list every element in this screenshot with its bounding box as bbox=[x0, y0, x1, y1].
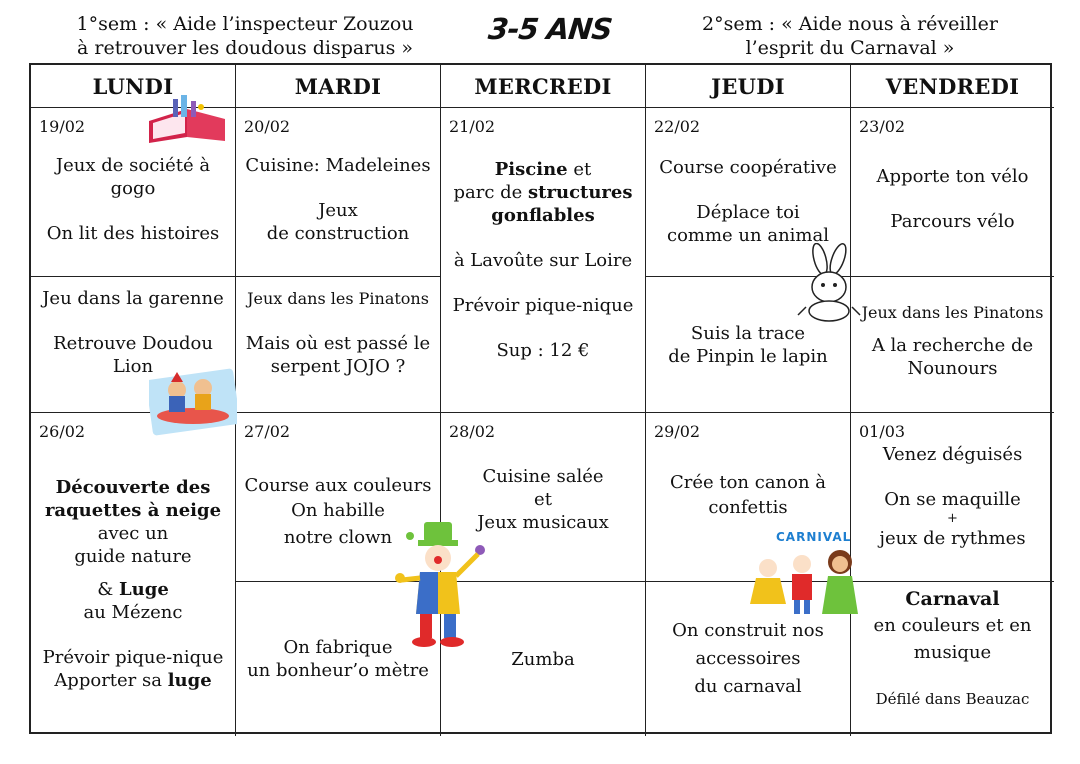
activity-text: avec un bbox=[97, 522, 169, 544]
week1-mardi-pm bbox=[236, 277, 441, 413]
first-week-theme-line1: 1°sem : « Aide l’inspecteur Zouzou bbox=[76, 13, 414, 35]
activity-text: Venez déguisés bbox=[882, 444, 1023, 465]
activity-text: Apporter sa bbox=[54, 669, 168, 691]
activity-text: de Pinpin le lapin bbox=[668, 345, 828, 367]
date-label: 01/03 bbox=[859, 422, 906, 441]
activity-bold: Piscine bbox=[494, 159, 568, 180]
date-label: 29/02 bbox=[654, 422, 701, 441]
activity-text: Cuisine: Madeleines bbox=[245, 154, 431, 176]
week1-mardi-am bbox=[236, 108, 441, 277]
date-label: 26/02 bbox=[39, 422, 86, 441]
activity-text bbox=[97, 578, 169, 601]
activity-text: au Mézenc bbox=[83, 601, 183, 623]
activity-text bbox=[45, 499, 221, 522]
activity-text: Parcours vélo bbox=[890, 211, 1015, 232]
activity-text: Jeux musicaux bbox=[477, 512, 609, 533]
activity-text: On habille bbox=[291, 499, 385, 521]
day-header-mercredi bbox=[441, 65, 646, 108]
activity-text: On lit des histoires bbox=[46, 222, 220, 244]
activity-text bbox=[491, 204, 594, 227]
date-label: 22/02 bbox=[654, 117, 701, 136]
day-label: JEUDI bbox=[711, 73, 785, 99]
activity-bold: Carnaval bbox=[905, 588, 1000, 610]
carnival-label: CARNIVAL bbox=[776, 530, 852, 544]
activity-text: On se maquille bbox=[884, 489, 1021, 510]
day-label: MERCREDI bbox=[474, 73, 612, 99]
activity-text: à Lavoûte sur Loire bbox=[453, 250, 633, 271]
activity-text: On construit nos bbox=[672, 620, 824, 641]
activity-text bbox=[495, 158, 591, 181]
activity-text bbox=[56, 476, 211, 499]
day-label: VENDREDI bbox=[885, 73, 1020, 99]
date-label: 19/02 bbox=[39, 117, 86, 136]
activity-text: Zumba bbox=[511, 648, 575, 670]
activity-text bbox=[453, 181, 632, 204]
activity-text: On fabrique bbox=[283, 637, 393, 658]
activity-text: gogo bbox=[110, 177, 156, 199]
activity-text: notre clown bbox=[283, 526, 393, 548]
day-label: LUNDI bbox=[92, 73, 174, 99]
activity-text: A la recherche de bbox=[871, 335, 1034, 356]
activity-bold: gonflables bbox=[491, 205, 595, 226]
activity-text: Retrouve Doudou bbox=[53, 333, 213, 354]
activity-text: guide nature bbox=[74, 545, 192, 567]
week2-vendredi-pm bbox=[851, 582, 1054, 736]
activity-text: jeux de rythmes bbox=[879, 528, 1026, 549]
activity-text bbox=[54, 669, 211, 692]
activity-bold: structures bbox=[528, 182, 633, 203]
activity-text: Jeux de société à bbox=[55, 154, 211, 176]
week2-lundi bbox=[31, 413, 236, 736]
activity-bold: Découverte des bbox=[55, 476, 211, 498]
date-label: 28/02 bbox=[449, 422, 496, 441]
clown-icon bbox=[390, 518, 494, 650]
activity-bold: luge bbox=[167, 669, 212, 691]
price-text: Sup : 12 € bbox=[496, 340, 590, 361]
activity-text: Apporte ton vélo bbox=[876, 166, 1029, 187]
activity-text: Jeux bbox=[318, 199, 358, 221]
activity-text: un bonheur’o mètre bbox=[247, 660, 429, 681]
date-label: 23/02 bbox=[859, 117, 906, 136]
week2-vendredi-am bbox=[851, 413, 1054, 582]
book-icon bbox=[145, 95, 230, 145]
first-week-theme-line2: à retrouver les doudous disparus » bbox=[77, 37, 413, 59]
second-week-theme bbox=[670, 12, 1030, 60]
activity-text: comme un animal bbox=[667, 225, 829, 246]
activity-text: Mais où est passé le bbox=[245, 333, 431, 354]
activity-text: Prévoir pique-nique bbox=[42, 646, 224, 668]
activity-text: confettis bbox=[708, 497, 788, 518]
date-label: 27/02 bbox=[244, 422, 291, 441]
activity-text: & bbox=[97, 578, 119, 600]
activity-text: Prévoir pique-nique bbox=[452, 295, 634, 316]
age-group-title: 3-5 ANS bbox=[486, 12, 614, 46]
activity-text: Jeux dans les Pinatons bbox=[861, 303, 1044, 322]
activity-text: et bbox=[567, 159, 592, 180]
activity-text: du carnaval bbox=[694, 676, 802, 697]
activity-text: Course aux couleurs bbox=[244, 474, 432, 496]
bunny-icon bbox=[796, 243, 864, 323]
activity-text: et bbox=[534, 489, 552, 510]
activity-text: serpent JOJO ? bbox=[270, 356, 406, 377]
sled-kids-icon bbox=[149, 366, 237, 438]
first-week-theme bbox=[40, 12, 450, 60]
day-header-jeudi bbox=[646, 65, 851, 108]
activity-text: Suis la trace bbox=[690, 322, 806, 344]
activity-text: Déplace toi bbox=[696, 202, 800, 223]
activity-text: musique bbox=[913, 642, 992, 663]
activity-text: parc de bbox=[453, 182, 529, 203]
activity-text: accessoires bbox=[695, 648, 801, 669]
day-header-mardi bbox=[236, 65, 441, 108]
activity-text: en couleurs et en bbox=[873, 615, 1032, 636]
activity-text: Crée ton canon à bbox=[669, 472, 827, 493]
date-label: 20/02 bbox=[244, 117, 291, 136]
activity-text: Jeux dans les Pinatons bbox=[247, 289, 429, 308]
activity-text: Jeu dans la garenne bbox=[42, 288, 224, 309]
day-header-vendredi bbox=[851, 65, 1054, 108]
week1-vendredi-pm bbox=[851, 277, 1054, 413]
second-week-theme-line1: 2°sem : « Aide nous à réveiller bbox=[702, 13, 998, 35]
activity-text: Course coopérative bbox=[659, 157, 837, 178]
activity-text: de construction bbox=[266, 222, 410, 244]
date-label: 21/02 bbox=[449, 117, 496, 136]
week1-vendredi-am bbox=[851, 108, 1054, 277]
activity-text: Nounours bbox=[907, 358, 998, 379]
activity-text: Lion bbox=[112, 356, 154, 377]
week1-mercredi bbox=[441, 108, 646, 413]
activity-bold: Luge bbox=[118, 578, 169, 600]
second-week-theme-line2: l’esprit du Carnaval » bbox=[745, 37, 955, 59]
activity-text: Défilé dans Beauzac bbox=[875, 690, 1030, 708]
day-label: MARDI bbox=[294, 73, 382, 99]
activity-text: + bbox=[947, 511, 958, 526]
activity-bold: raquettes à neige bbox=[44, 499, 222, 521]
carnival-dancers-icon bbox=[742, 530, 872, 618]
activity-text: Cuisine salée bbox=[482, 466, 604, 487]
